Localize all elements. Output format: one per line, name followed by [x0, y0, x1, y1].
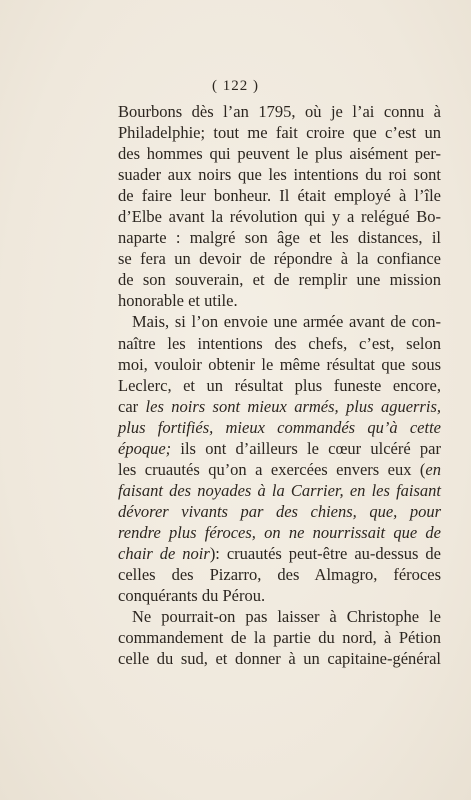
italic-text: plus fortifiés, mieux commandés qu’à cette: [118, 417, 441, 437]
text-run: Philadelphie; tout me fait croire que c’est un: [118, 123, 441, 143]
italic-text: dévorer vivants par des chiens, que, pour: [118, 501, 441, 521]
text-line: [118, 564, 441, 585]
text-line: [118, 248, 441, 269]
text-line: [118, 606, 441, 627]
text-run: naparte : malgré son âge et les distances, il: [118, 228, 441, 248]
text-line: [118, 101, 441, 122]
text-line: [118, 501, 441, 522]
text-run: commandement de la partie du nord, à Pétion: [118, 628, 441, 648]
page-number: ( 122 ): [212, 78, 259, 94]
text-line: [118, 354, 441, 375]
text-run: de faire leur bonheur. Il était employé à l’île: [118, 186, 441, 206]
text-line: [118, 143, 441, 164]
text-run: des hommes qui peuvent le plus aisément per-: [118, 144, 441, 164]
text-line: [118, 543, 441, 564]
text-line: [118, 480, 441, 501]
italic-text: les noirs sont mieux armés, plus aguerris,: [145, 396, 441, 416]
text-run: conquérants du Pérou.: [118, 586, 266, 606]
text-line: [118, 164, 441, 185]
text-line: [118, 417, 441, 438]
text-run: naître les intentions des chefs, c’est, selon: [118, 333, 441, 353]
text-run: de son souverain, et de remplir une mission: [118, 270, 441, 290]
italic-text: chair de noir: [118, 543, 210, 563]
text-run: ): cruautés peut-être au-dessus de: [209, 543, 441, 563]
text-line: [118, 311, 441, 332]
text-line: [118, 185, 441, 206]
text-run: les cruautés qu’on a exercées envers eux (: [118, 459, 426, 479]
text-line: [118, 227, 441, 248]
text-line: [118, 122, 441, 143]
text-run: moi, vouloir obtenir le même résultat que sous: [118, 354, 441, 374]
text-run: d’Elbe avant la révolution qui y a relégué Bo-: [118, 207, 441, 227]
text-line: [118, 648, 441, 669]
text-line: [118, 290, 441, 311]
text-run: Leclerc, et un résultat plus funeste encore,: [118, 375, 441, 395]
text-line: [118, 522, 441, 543]
text-run: se fera un devoir de répondre à la confiance: [118, 249, 441, 269]
text-line: [118, 438, 441, 459]
italic-text: époque;: [118, 438, 172, 458]
text-line: [118, 627, 441, 648]
italic-text: faisant des noyades à la Carrier, en les faisant: [118, 480, 441, 500]
text-run: celle du sud, et donner à un capitaine-général: [118, 649, 441, 669]
text-line: [118, 375, 441, 396]
text-run: Bourbons dès l’an 1795, où je l’ai connu à: [118, 102, 441, 121]
text-line: [118, 459, 441, 480]
body-text: [118, 101, 441, 669]
text-run: car: [118, 396, 146, 416]
text-run: suader aux noirs que les intentions du roi sont: [118, 165, 441, 185]
text-line: [118, 585, 441, 606]
text-line: [118, 333, 441, 354]
italic-text: en: [425, 459, 441, 479]
text-run: Ne pourrait-on pas laisser à Christophe le: [132, 607, 441, 627]
italic-text: rendre plus féroces, on ne nourrissait que de: [118, 522, 441, 542]
text-line: [118, 396, 441, 417]
text-run: ils ont d’ailleurs le cœur ulcéré par: [171, 438, 441, 458]
text-run: Mais, si l’on envoie une armée avant de con-: [132, 312, 441, 332]
text-line: [118, 269, 441, 290]
text-line: [118, 206, 441, 227]
text-run: celles des Pizarro, des Almagro, féroces: [118, 565, 441, 585]
text-run: honorable et utile.: [118, 291, 238, 311]
